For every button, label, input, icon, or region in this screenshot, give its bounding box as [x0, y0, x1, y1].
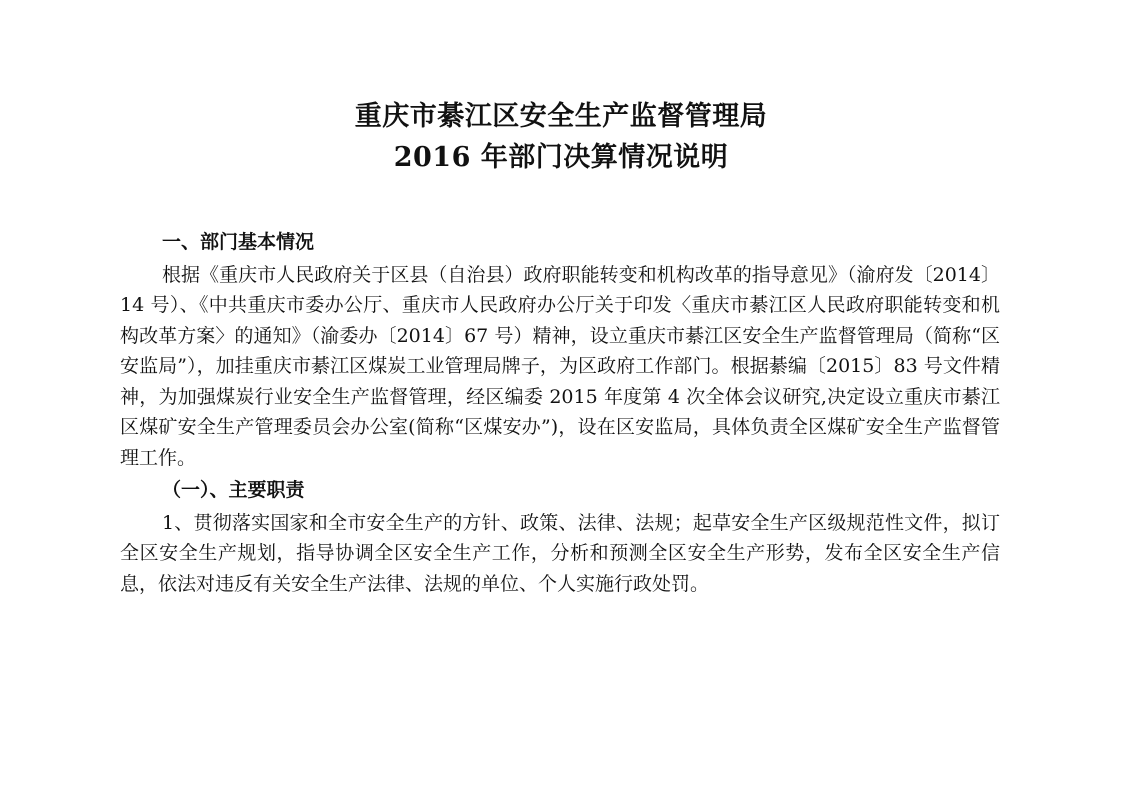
document-title-line-1: 重庆市綦江区安全生产监督管理局	[354, 101, 768, 132]
subsection-paragraph-main-duties: 1、贯彻落实国家和全市安全生产的方针、政策、法律、法规；起草安全生产区级规范性文件，拟订全区安全生产规划，指导协调全区安全生产工作，分析和预测全区安全生产形势，发布全区安全生产信息，依法对违反有关安全生产法律、法规的单位、个人实施行政处罚。	[120, 511, 1000, 595]
section-paragraph-basic-info: 根据《重庆市人民政府关于区县（自治县）政府职能转变和机构改革的指导意见》（渝府发〔2014〕14 号）、《中共重庆市委办公厅、重庆市人民政府办公厅关于印发〈重庆市綦江区人民政府职能转变和机构改革方案〉的通知》（渝委办〔2014〕67 号）精神，设立重庆市綦江区安全生产监督管理局（简称“区安监局”），加挂重庆市綦江区煤炭工业管理局牌子，为区政府工作部门。根据綦编〔2015〕83 号文件精神，为加强煤炭行业安全生产监督管理，经区编委 2015 年度第 4 次全体会议研究,决定设立重庆市綦江区煤矿安全生产管理委员会办公室(简称“区煤安办”)，设在区安监局，具体负责全区煤矿安全生产监督管理工作。	[120, 263, 1000, 469]
document-body	[120, 227, 1000, 599]
document-title-line-2: 2016 年部门决算情况说明	[393, 142, 729, 173]
section-heading-basic-info: 一、部门基本情况	[162, 231, 315, 253]
subsection-heading-main-duties: （一）、主要职责	[162, 479, 305, 501]
